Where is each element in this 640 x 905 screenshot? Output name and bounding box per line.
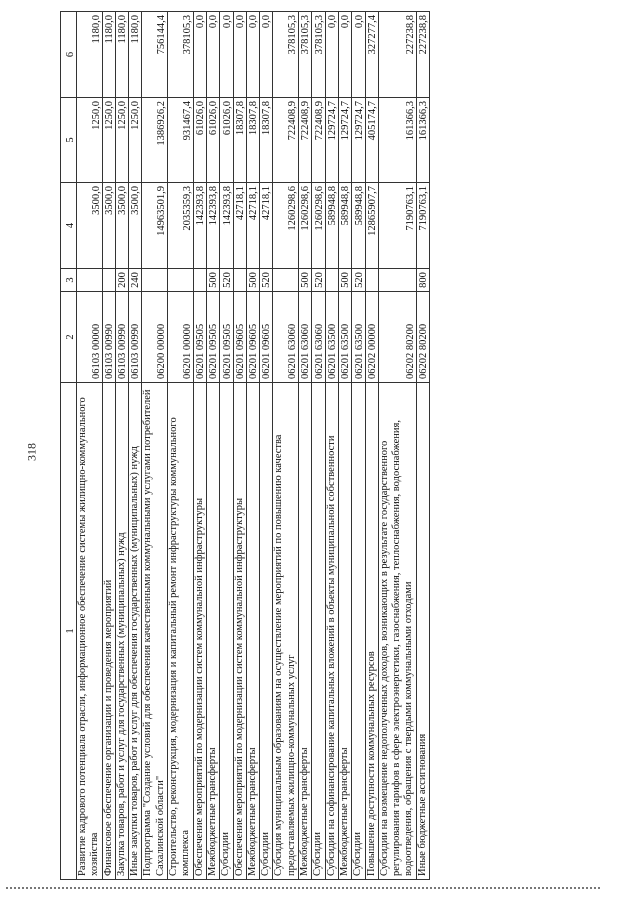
row-value-2022: 405174,7 [365, 98, 378, 183]
row-value-2023: 0,0 [220, 12, 233, 98]
row-name: Межбюджетные трансферты [206, 383, 219, 880]
row-value-2023: 1180,0 [77, 12, 103, 98]
row-value-2021: 42718,1 [246, 183, 259, 269]
row-code: 06201 09505 [193, 292, 206, 383]
table-row [378, 12, 416, 880]
row-name: Развитие кадрового потенциала отрасли, информационное обеспечение системы жилищно-коммунального хозяйства [77, 383, 103, 880]
table-row [102, 12, 115, 880]
row-name: Межбюджетные трансферты [338, 383, 351, 880]
header-col-1: 1 [61, 383, 77, 880]
row-expense-type: 520 [220, 269, 233, 292]
row-value-2022: 161366,3 [378, 98, 416, 183]
row-expense-type [193, 269, 206, 292]
row-expense-type [77, 269, 103, 292]
row-expense-type [325, 269, 338, 292]
row-value-2022: 18307,8 [233, 98, 246, 183]
row-value-2023: 1180,0 [115, 12, 128, 98]
row-name: Обеспечение мероприятий по модернизации систем коммунальной инфраструктуры [193, 383, 206, 880]
row-expense-type: 520 [312, 269, 325, 292]
row-value-2022: 931467,4 [168, 98, 194, 183]
row-code: 06201 09605 [260, 292, 273, 383]
row-value-2022: 18307,8 [260, 98, 273, 183]
row-value-2022: 18307,8 [246, 98, 259, 183]
header-col-2: 2 [61, 292, 77, 383]
table-row [233, 12, 246, 880]
row-expense-type: 500 [338, 269, 351, 292]
table-row [312, 12, 325, 880]
table-header-row [61, 12, 77, 880]
row-name: Подпрограмма "Создание условий для обеспечения качественными коммунальными услугами потребителей Сахалинской области" [142, 383, 168, 880]
row-value-2021: 142393,8 [206, 183, 219, 269]
row-code: 06103 00000 [77, 292, 103, 383]
row-code: 06201 63060 [299, 292, 312, 383]
row-code: 06201 00000 [168, 292, 194, 383]
row-name: Межбюджетные трансферты [246, 383, 259, 880]
row-code: 06201 09605 [233, 292, 246, 383]
header-col-5: 5 [61, 98, 77, 183]
row-code: 06202 80200 [378, 292, 416, 383]
row-code: 06103 00990 [115, 292, 128, 383]
row-code: 06201 09505 [220, 292, 233, 383]
row-name: Субсидии [352, 383, 365, 880]
row-code: 06201 63500 [325, 292, 338, 383]
row-name: Субсидии [220, 383, 233, 880]
row-code: 06200 00000 [142, 292, 168, 383]
row-value-2023: 378105,3 [312, 12, 325, 98]
row-expense-type [365, 269, 378, 292]
row-value-2022: 61026,0 [193, 98, 206, 183]
row-code: 06103 00990 [102, 292, 115, 383]
row-value-2022: 129724,7 [325, 98, 338, 183]
row-value-2021: 589948,8 [338, 183, 351, 269]
row-expense-type: 500 [206, 269, 219, 292]
row-name: Межбюджетные трансферты [299, 383, 312, 880]
row-value-2023: 0,0 [193, 12, 206, 98]
row-value-2023: 378105,3 [273, 12, 299, 98]
row-name: Субсидии на софинансирование капитальных вложений в объекты муниципальной собственности [325, 383, 338, 880]
row-code: 06201 63500 [338, 292, 351, 383]
row-code: 06201 63500 [352, 292, 365, 383]
row-expense-type: 500 [246, 269, 259, 292]
row-code: 06201 09505 [206, 292, 219, 383]
header-col-6: 6 [61, 12, 77, 98]
row-value-2021: 1260298,6 [299, 183, 312, 269]
row-expense-type [233, 269, 246, 292]
row-name: Иные закупки товаров, работ и услуг для обеспечения государственных (муниципальных) нужд [129, 383, 142, 880]
row-value-2021: 1260298,6 [273, 183, 299, 269]
row-value-2021: 12865907,7 [365, 183, 378, 269]
row-value-2023: 0,0 [260, 12, 273, 98]
row-value-2021: 3500,0 [129, 183, 142, 269]
row-expense-type [102, 269, 115, 292]
row-value-2022: 161366,3 [416, 98, 429, 183]
budget-table [60, 11, 430, 880]
table-row [352, 12, 365, 880]
rotated-page [60, 0, 640, 880]
row-value-2022: 722408,9 [273, 98, 299, 183]
row-expense-type: 200 [115, 269, 128, 292]
header-col-3: 3 [61, 269, 77, 292]
row-name: Финансовое обеспечение организации и проведения мероприятий [102, 383, 115, 880]
table-row [77, 12, 103, 880]
row-value-2021: 3500,0 [77, 183, 103, 269]
row-code: 06201 09605 [246, 292, 259, 383]
row-value-2021: 142393,8 [220, 183, 233, 269]
row-expense-type: 520 [260, 269, 273, 292]
table-row [365, 12, 378, 880]
row-value-2021: 589948,8 [352, 183, 365, 269]
row-expense-type: 800 [416, 269, 429, 292]
row-code: 06201 63060 [312, 292, 325, 383]
row-expense-type [168, 269, 194, 292]
table-row [220, 12, 233, 880]
table-row [129, 12, 142, 880]
row-value-2021: 3500,0 [102, 183, 115, 269]
row-value-2023: 0,0 [206, 12, 219, 98]
row-value-2022: 61026,0 [206, 98, 219, 183]
table-row [338, 12, 351, 880]
table-row [260, 12, 273, 880]
row-name: Закупка товаров, работ и услуг для государственных (муниципальных) нужд [115, 383, 128, 880]
row-value-2021: 2035359,3 [168, 183, 194, 269]
row-name: Субсидии [312, 383, 325, 880]
row-value-2021: 3500,0 [115, 183, 128, 269]
row-value-2022: 129724,7 [338, 98, 351, 183]
row-code: 06201 63060 [273, 292, 299, 383]
row-name: Повышение доступности коммунальных ресурсов [365, 383, 378, 880]
row-code: 06103 00990 [129, 292, 142, 383]
row-value-2022: 1250,0 [77, 98, 103, 183]
row-expense-type: 500 [299, 269, 312, 292]
row-expense-type: 520 [352, 269, 365, 292]
row-value-2021: 589948,8 [325, 183, 338, 269]
row-value-2021: 1260298,6 [312, 183, 325, 269]
table-row [273, 12, 299, 880]
row-name: Строительство, реконструкция, модернизация и капитальный ремонт инфраструктуры коммунального комплекса [168, 383, 194, 880]
row-value-2022: 1250,0 [129, 98, 142, 183]
row-value-2022: 1250,0 [115, 98, 128, 183]
row-expense-type: 240 [129, 269, 142, 292]
row-value-2021: 7190763,1 [378, 183, 416, 269]
row-name: Субсидии на возмещение недополученных доходов, возникающих в результате государственного регулирования тарифов в сфере электроэнергетики, газоснабжения, теплоснабжения, водоснабжения, водоотведения, обращения с твердыми коммунальными отходами [378, 383, 416, 880]
row-value-2021: 142393,8 [193, 183, 206, 269]
row-value-2022: 722408,9 [312, 98, 325, 183]
row-name: Обеспечение мероприятий по модернизации систем коммунальной инфраструктуры [233, 383, 246, 880]
row-value-2023: 378105,3 [299, 12, 312, 98]
row-name: Иные бюджетные ассигнования [416, 383, 429, 880]
row-name: Субсидии [260, 383, 273, 880]
row-value-2021: 7190763,1 [416, 183, 429, 269]
row-value-2023: 0,0 [352, 12, 365, 98]
row-value-2022: 1250,0 [102, 98, 115, 183]
scan-artifact-line [6, 885, 600, 889]
table-row [206, 12, 219, 880]
row-code: 06202 80200 [416, 292, 429, 383]
row-value-2022: 129724,7 [352, 98, 365, 183]
table-row [325, 12, 338, 880]
table-row [193, 12, 206, 880]
row-value-2023: 227238,8 [416, 12, 429, 98]
row-value-2023: 756144,4 [142, 12, 168, 98]
row-value-2023: 0,0 [325, 12, 338, 98]
row-expense-type [142, 269, 168, 292]
row-value-2021: 42718,1 [233, 183, 246, 269]
row-value-2023: 0,0 [338, 12, 351, 98]
table-body [77, 12, 430, 880]
row-expense-type [378, 269, 416, 292]
table-row [168, 12, 194, 880]
row-value-2023: 327277,4 [365, 12, 378, 98]
row-name: Субсидия муниципальным образованиям на осуществление мероприятий по повышению качества предоставляемых жилищно-коммунальных услуг [273, 383, 299, 880]
row-value-2021: 42718,1 [260, 183, 273, 269]
row-value-2023: 1180,0 [102, 12, 115, 98]
row-value-2023: 1180,0 [129, 12, 142, 98]
row-code: 06202 00000 [365, 292, 378, 383]
row-value-2021: 14963501,9 [142, 183, 168, 269]
row-value-2022: 1386926,2 [142, 98, 168, 183]
row-expense-type [273, 269, 299, 292]
page-number: 318 [24, 443, 39, 461]
row-value-2022: 722408,9 [299, 98, 312, 183]
row-value-2023: 0,0 [233, 12, 246, 98]
table-row [246, 12, 259, 880]
table-row [416, 12, 429, 880]
header-col-4: 4 [61, 183, 77, 269]
row-value-2022: 61026,0 [220, 98, 233, 183]
row-value-2023: 227238,8 [378, 12, 416, 98]
table-row [299, 12, 312, 880]
row-value-2023: 378105,3 [168, 12, 194, 98]
row-value-2023: 0,0 [246, 12, 259, 98]
table-row [115, 12, 128, 880]
table-row [142, 12, 168, 880]
